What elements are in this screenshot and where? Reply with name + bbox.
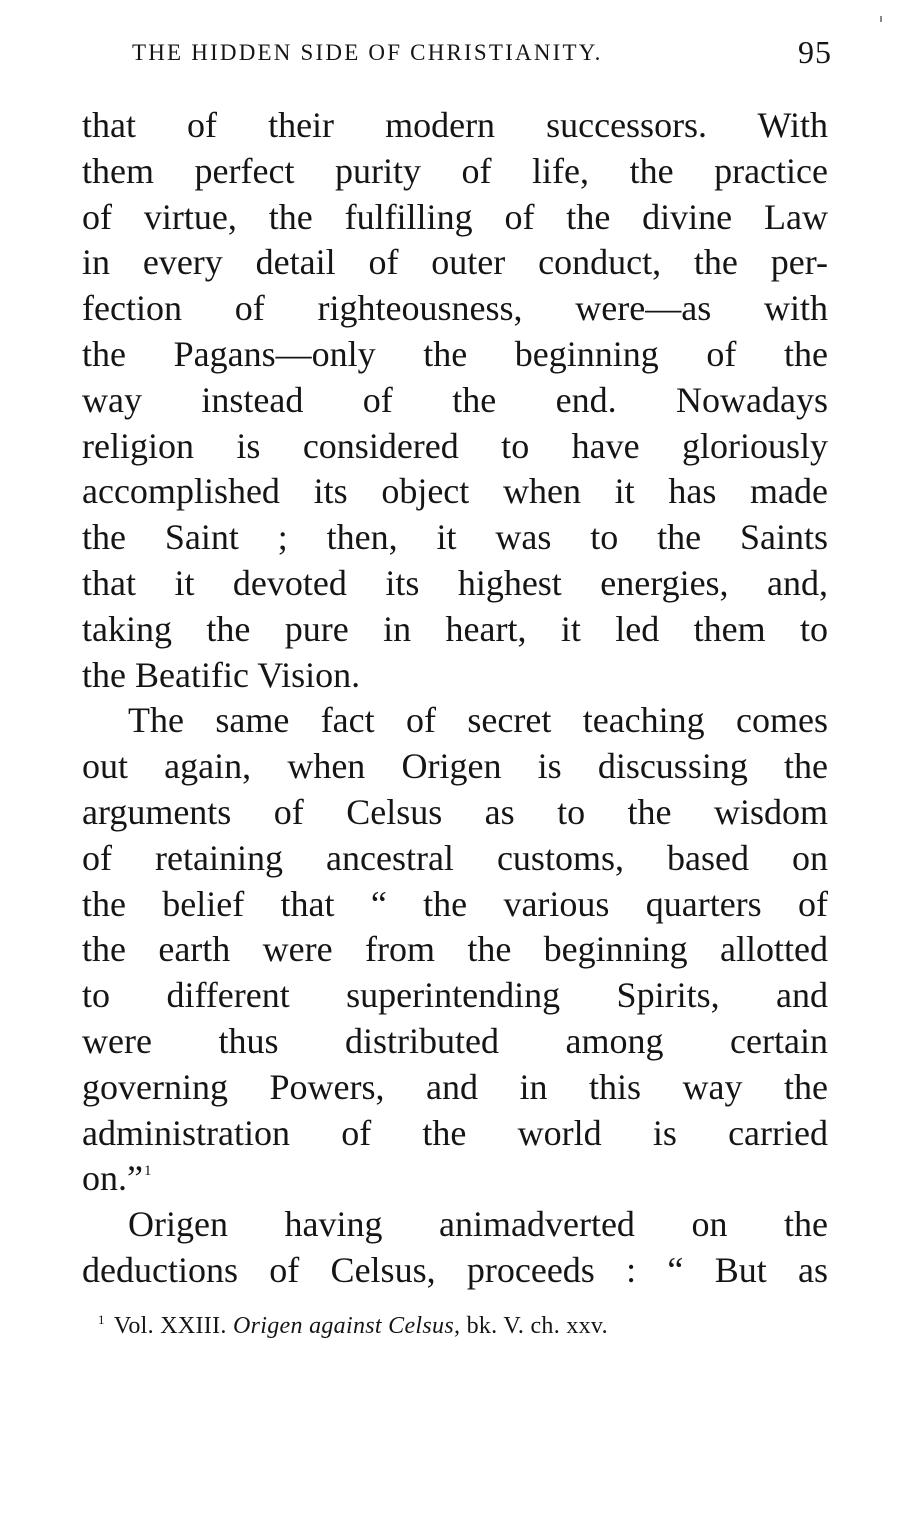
text-line-content: on.”: [82, 1158, 143, 1199]
text-line: were thus distributed among certain: [82, 1020, 828, 1061]
text-line: the Beatific Vision.: [82, 654, 361, 695]
footnote-italic-title: Origen against Celsus,: [232, 1313, 461, 1339]
text-line: of retaining ancestral customs, based on: [82, 837, 828, 878]
text-line: the Saint ; then, it was to the Saints: [82, 517, 828, 558]
page-number: 95: [798, 34, 832, 70]
footnote: [98, 1313, 838, 1340]
text-line: out again, when Origen is discussing the: [82, 746, 828, 787]
text-line: of virtue, the fulfilling of the divine Law: [82, 196, 828, 237]
running-head: [132, 34, 832, 74]
text-line: governing Powers, and in this way the: [82, 1066, 828, 1107]
text-line: fection of righteousness, were—as with: [82, 288, 828, 329]
footnote-suffix: bk. V. ch. xxv.: [466, 1313, 608, 1339]
body-text: [82, 103, 828, 1294]
scan-edge-mark: [880, 16, 882, 22]
text-line: the Pagans—only the beginning of the: [82, 333, 828, 374]
text-line: to different superintending Spirits, and: [82, 975, 828, 1016]
text-line: in every detail of outer conduct, the per-: [82, 242, 828, 283]
text-line: way instead of the end. Nowadays: [82, 379, 828, 420]
text-line: that of their modern successors. With: [82, 105, 828, 145]
footnote-prefix: Vol. XXIII.: [113, 1313, 227, 1339]
text-line: the belief that “ the various quarters of: [82, 883, 828, 924]
text-line: that it devoted its highest energies, and,: [82, 562, 828, 603]
running-head-title: THE HIDDEN SIDE OF CHRISTIANITY.: [132, 40, 603, 65]
text-line: them perfect purity of life, the practice: [82, 150, 828, 191]
text-line: [82, 1156, 828, 1202]
text-line: accomplished its object when it has made: [82, 471, 828, 512]
text-line: taking the pure in heart, it led them to: [82, 608, 828, 649]
text-line: The same fact of secret teaching comes: [128, 700, 828, 741]
footnote-marker: 1: [98, 1312, 105, 1327]
text-line: Origen having animadverted on the: [128, 1204, 828, 1245]
text-line: arguments of Celsus as to the wisdom: [82, 791, 828, 832]
text-line: deductions of Celsus, proceeds : “ But as: [82, 1249, 828, 1290]
text-line: the earth were from the beginning allotted: [82, 929, 828, 970]
footnote-reference: 1: [143, 1163, 152, 1180]
text-line: religion is considered to have gloriously: [82, 425, 828, 466]
text-line: administration of the world is carried: [82, 1112, 828, 1153]
